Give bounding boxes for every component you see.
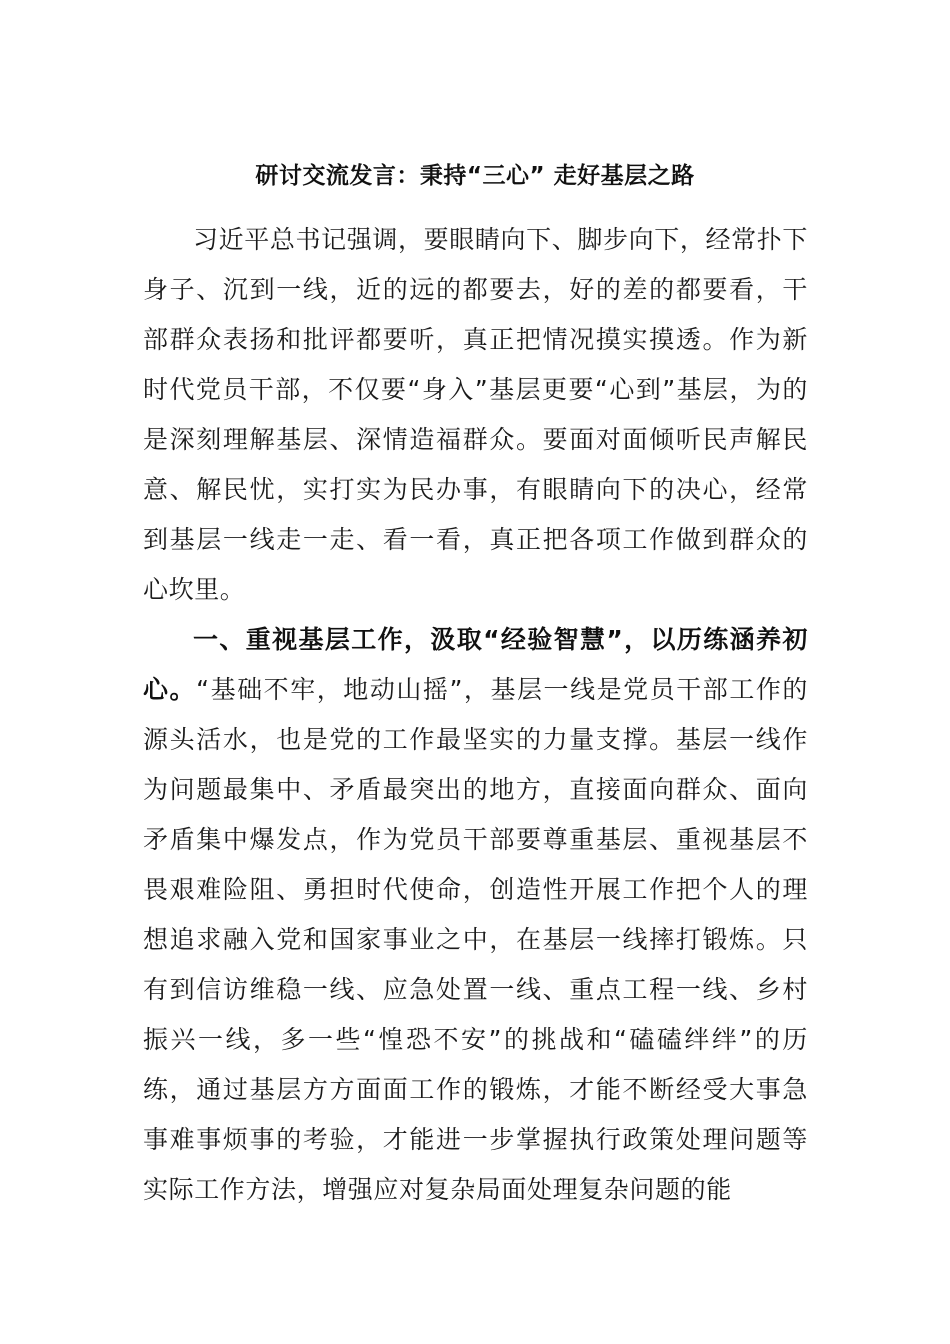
document-body xyxy=(143,215,808,1215)
paragraph-text: 习近平总书记强调，要眼睛向下、脚步向下，经常扑下身子、沉到一线，近的远的都要去，好的差的都要看，干部群众表扬和批评都要听，真正把情况摸实摸透。作为新时代党员干部，不仅要“身入”基层更要“心到”基层，为的是深刻理解基层、深情造福群众。要面对面倾听民声解民意、解民忧，实打实为民办事，有眼睛向下的决心，经常到基层一线走一走、看一看，真正把各项工作做到群众的心坎里。 xyxy=(143,225,808,604)
paragraph-intro xyxy=(143,215,808,615)
paragraph-text: “基础不牢，地动山摇”，基层一线是党员干部工作的源头活水，也是党的工作最坚实的力量支撑。基层一线作为问题最集中、矛盾最突出的地方，直接面向群众、面向矛盾集中爆发点，作为党员干部要尊重基层、重视基层不畏艰难险阻、勇担时代使命，创造性开展工作把个人的理想追求融入党和国家事业之中，在基层一线摔打锻炼。只有到信访维稳一线、应急处置一线、重点工程一线、乡村振兴一线，多一些“惶恐不安”的挑战和“磕磕绊绊”的历练，通过基层方方面面工作的锻炼，才能不断经受大事急事难事烦事的考验，才能进一步掌握执行政策处理问题等实际工作方法，增强应对复杂局面处理复杂问题的能 xyxy=(143,675,809,1204)
paragraph-section-1 xyxy=(143,615,808,1215)
section-heading-1: 一、重视基层工作，汲取“经验智慧”，以历练涵养初心。 xyxy=(143,625,808,704)
document-title: 研讨交流发言：秉持“三心” 走好基层之路 xyxy=(255,163,695,189)
